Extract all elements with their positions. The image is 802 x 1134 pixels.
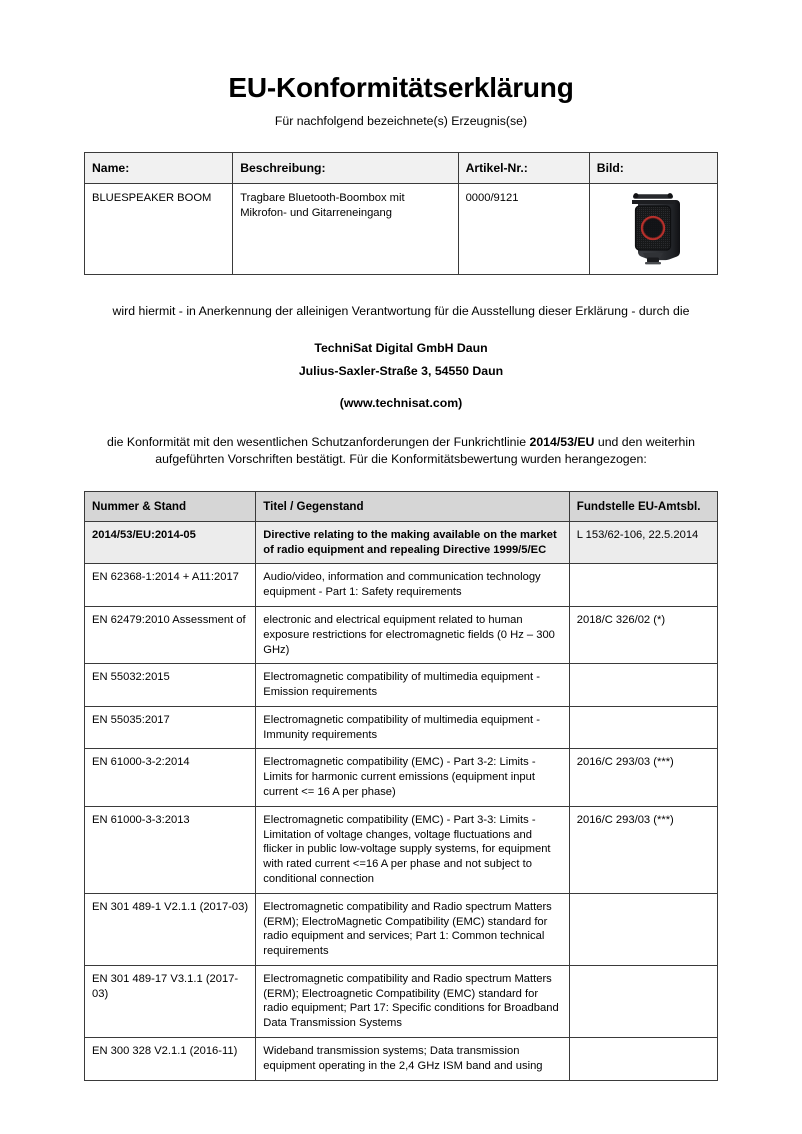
- declaration-outro-after: und den weiterhin aufgeführten Vorschriften bestätigt. Für die Konformitätsbewertung wurden herangezogen:: [155, 434, 695, 467]
- product-name: BLUESPEAKER BOOM: [85, 183, 233, 274]
- standard-number: EN 55035:2017: [85, 706, 256, 749]
- declaration-intro: wird hiermit - in Anerkennung der alleinigen Verantwortung für die Ausstellung dieser Erklärung - durch die: [112, 303, 690, 318]
- standard-reference: 2016/C 293/03 (***): [569, 806, 717, 893]
- page-subtitle: Für nachfolgend bezeichnete(s) Erzeugnis(se): [274, 113, 528, 128]
- standards-table-body: [85, 521, 718, 1080]
- standard-number: 2014/53/EU:2014-05: [85, 521, 256, 564]
- standard-title: Electromagnetic compatibility of multimedia equipment - Emission requirements: [256, 664, 569, 707]
- standard-number: EN 55032:2015: [85, 664, 256, 707]
- standard-reference: 2016/C 293/03 (***): [569, 749, 717, 806]
- declaration-website: (www.technisat.com): [339, 396, 463, 411]
- standard-number: EN 62368-1:2014 + A11:2017: [85, 564, 256, 607]
- standards-table-row: [85, 521, 718, 564]
- product-table-row: [85, 183, 718, 274]
- standards-table-row: [85, 564, 718, 607]
- product-header-image: Bild:: [589, 152, 717, 183]
- standard-number: EN 301 489-1 V2.1.1 (2017-03): [85, 893, 256, 965]
- standard-reference: [569, 965, 717, 1037]
- page-title: EU-Konformitätserklärung: [228, 72, 574, 103]
- standard-number: EN 61000-3-3:2013: [85, 806, 256, 893]
- standard-title: Electromagnetic compatibility (EMC) - Part 3-3: Limits - Limitation of voltage changes, voltage fluctuations and flicker in public low-voltage supply systems, for equipment with rated current <=16 A per phase and not subject to conditional connection: [256, 806, 569, 893]
- standards-table-row: [85, 1037, 718, 1080]
- standard-title: Electromagnetic compatibility and Radio spectrum Matters (ERM); ElectroMagnetic Compatibility (EMC) standard for radio equipment and services; Part 1: Common technical requirements: [256, 893, 569, 965]
- standard-title: Directive relating to the making available on the market of radio equipment and repealing Directive 1999/5/EC: [256, 521, 569, 564]
- standard-reference: L 153/62-106, 22.5.2014: [569, 521, 717, 564]
- product-image-cell: [589, 183, 717, 274]
- declaration-company: TechniSat Digital GmbH Daun: [314, 341, 488, 356]
- product-header-description: Beschreibung:: [233, 152, 458, 183]
- standards-table-row: [85, 664, 718, 707]
- standard-reference: [569, 706, 717, 749]
- declaration-outro-before: die Konformität mit den wesentlichen Schutzanforderungen der Funkrichtlinie: [107, 434, 530, 449]
- product-header-article-no: Artikel-Nr.:: [458, 152, 589, 183]
- standard-number: EN 301 489-17 V3.1.1 (2017-03): [85, 965, 256, 1037]
- declaration-outro: [84, 413, 718, 469]
- product-article-no: 0000/9121: [458, 183, 589, 274]
- standard-number: [85, 607, 256, 664]
- standards-table-row: [85, 706, 718, 749]
- standard-reference: [569, 1037, 717, 1080]
- standard-number-text: EN 300 328 V2.1.1 (2016-11): [92, 1044, 238, 1057]
- standard-title: Electromagnetic compatibility (EMC) - Part 3-2: Limits - Limits for harmonic current emissions (equipment input current <= 16 A per phase): [256, 749, 569, 806]
- declaration-address: Julius-Saxler-Straße 3, 54550 Daun: [298, 363, 504, 378]
- standards-table-row: [85, 749, 718, 806]
- standard-reference: 2018/C 326/02 (*): [569, 607, 717, 664]
- standard-number: EN 61000-3-2:2014: [85, 749, 256, 806]
- standard-number-text: EN 62479:2010 Assessment of: [92, 614, 246, 627]
- standards-header-title: Titel / Gegenstand: [256, 491, 569, 521]
- standard-title: electronic and electrical equipment related to human exposure restrictions for electromagnetic fields (0 Hz – 300 GHz): [256, 607, 569, 664]
- standards-table-row: [85, 893, 718, 965]
- standards-table-header-row: [85, 491, 718, 521]
- standards-table-row: [85, 806, 718, 893]
- standards-table: [84, 491, 718, 1081]
- boombox-speaker-image: [623, 191, 683, 267]
- standards-table-row: [85, 965, 718, 1037]
- standards-header-reference: Fundstelle EU-Amtsbl.: [569, 491, 717, 521]
- product-header-name: Name:: [85, 152, 233, 183]
- product-table: [84, 152, 718, 275]
- standard-title: Audio/video, information and communication technology equipment - Part 1: Safety requirements: [256, 564, 569, 607]
- product-description: Tragbare Bluetooth-Boombox mit Mikrofon- und Gitarreneingang: [233, 183, 458, 274]
- standard-title: Wideband transmission systems; Data transmission equipment operating in the 2,4 GHz ISM band and using: [256, 1037, 569, 1080]
- standard-title: Electromagnetic compatibility of multimedia equipment - Immunity requirements: [256, 706, 569, 749]
- standard-reference: [569, 664, 717, 707]
- standards-header-number: Nummer & Stand: [85, 491, 256, 521]
- standard-number: [85, 1037, 256, 1080]
- declaration-directive-number: 2014/53/EU: [529, 434, 595, 449]
- standard-reference: [569, 893, 717, 965]
- product-table-header-row: [85, 152, 718, 183]
- standard-reference: [569, 564, 717, 607]
- standards-table-row: [85, 607, 718, 664]
- standard-title: Electromagnetic compatibility and Radio spectrum Matters (ERM); Electroagnetic Compatibility (EMC) standard for radio equipment; Part 17: Specific conditions for Broadband Data Transmission Systems: [256, 965, 569, 1037]
